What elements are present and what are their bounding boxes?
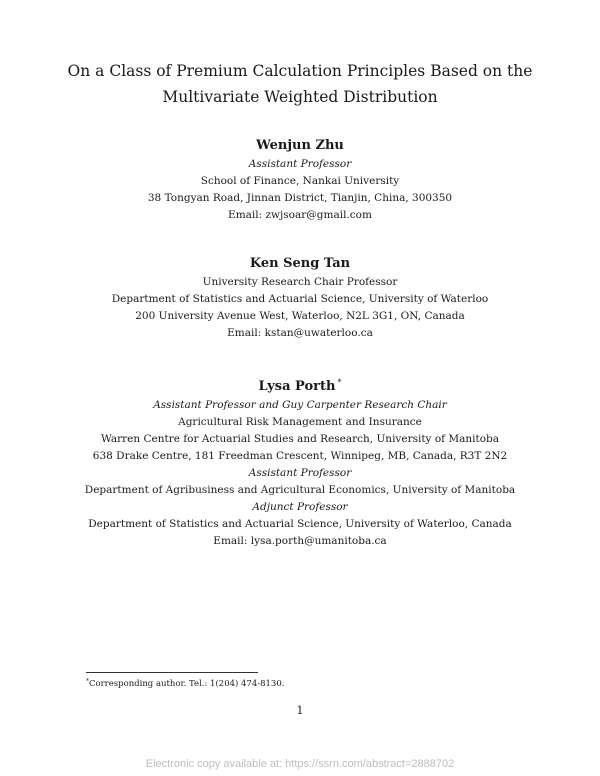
author-role: Assistant Professor: [248, 158, 352, 170]
footnote-rule: [86, 672, 258, 673]
author-address: 38 Tongyan Road, Jinnan District, Tianjin, China, 300350: [147, 192, 453, 204]
author-name: Wenjun Zhu: [256, 138, 344, 153]
author-affiliation: Warren Centre for Actuarial Studies and Research, University of Manitoba: [100, 433, 500, 445]
author-block-3: [0, 373, 600, 550]
author-role: Assistant Professor and Guy Carpenter Research Chair: [153, 399, 447, 411]
footnote: [86, 676, 284, 690]
title-line-1: On a Class of Premium Calculation Principles Based on the: [67, 62, 533, 80]
author-email[interactable]: Email: lysa.porth@umanitoba.ca: [213, 535, 387, 547]
author-email[interactable]: Email: zwjsoar@gmail.com: [228, 209, 372, 221]
corresponding-marker: *: [337, 378, 342, 387]
author-role: Assistant Professor: [248, 467, 352, 479]
author-block-2: [0, 254, 600, 342]
author-email[interactable]: Email: kstan@uwaterloo.ca: [227, 327, 373, 339]
author-name-row: [0, 373, 600, 397]
author-address: 200 University Avenue West, Waterloo, N2L 3G1, ON, Canada: [135, 310, 465, 322]
author-affiliation: Department of Statistics and Actuarial Science, University of Waterloo: [111, 293, 489, 305]
author-affiliation: Department of Statistics and Actuarial Science, University of Waterloo, Canada: [88, 518, 512, 530]
author-affiliation: Department of Agribusiness and Agricultural Economics, University of Manitoba: [84, 484, 516, 496]
footnote-marker: *: [86, 678, 89, 685]
title-line-2: Multivariate Weighted Distribution: [162, 88, 438, 106]
author-affiliation: Agricultural Risk Management and Insurance: [178, 416, 422, 428]
author-role: Adjunct Professor: [252, 501, 348, 513]
page-number: 1: [296, 704, 304, 717]
footnote-text: Corresponding author. Tel.: 1(204) 474-8130.: [89, 679, 285, 689]
ssrn-watermark[interactable]: Electronic copy available at: https://ssrn.com/abstract=2888702: [145, 758, 455, 770]
paper-title: [0, 58, 600, 110]
author-block-1: [0, 136, 600, 224]
author-name: Ken Seng Tan: [249, 256, 351, 271]
author-address: 638 Drake Centre, 181 Freedman Crescent, Winnipeg, MB, Canada, R3T 2N2: [92, 450, 508, 462]
author-affiliation: School of Finance, Nankai University: [200, 175, 400, 187]
author-name: Lysa Porth: [258, 379, 336, 394]
author-role: University Research Chair Professor: [202, 276, 398, 288]
